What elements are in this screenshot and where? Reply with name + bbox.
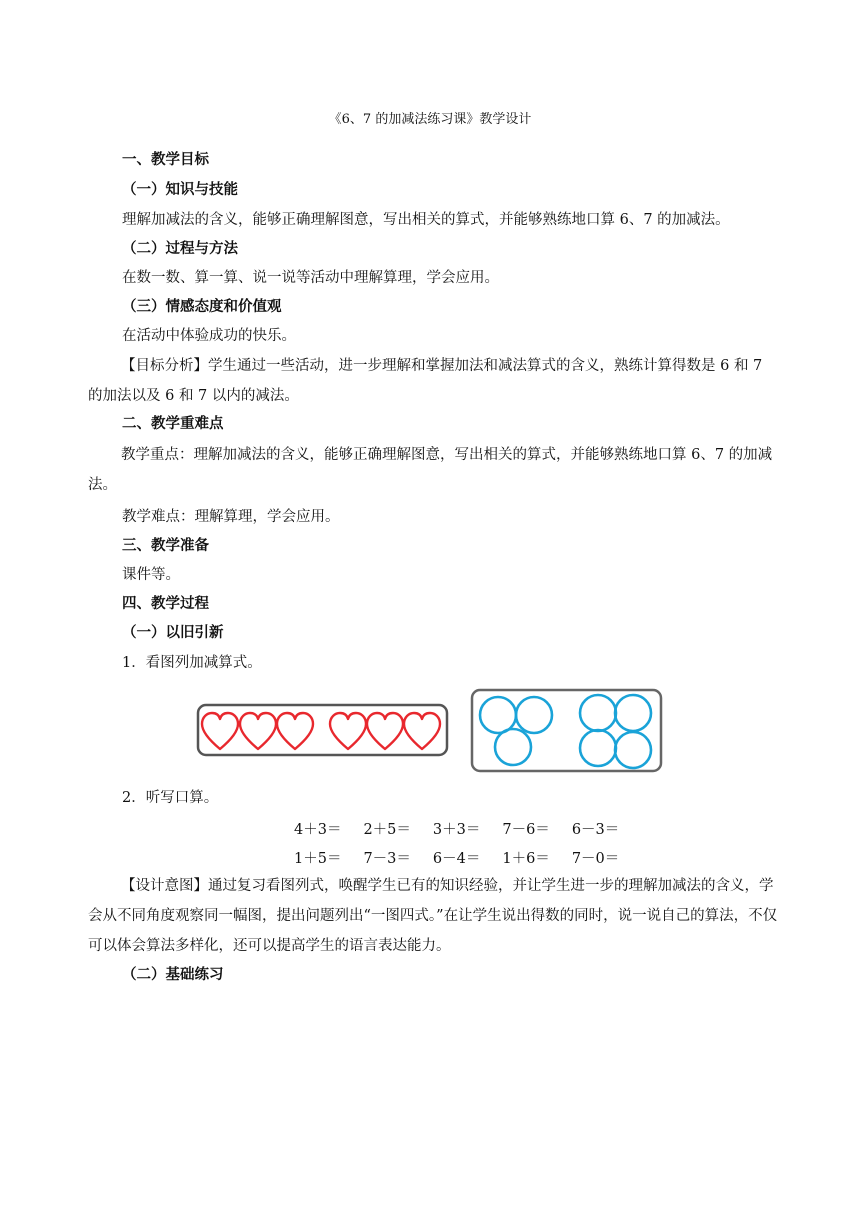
equation: 3＋3＝	[432, 822, 481, 838]
section-heading-preparation: 三、教学准备	[122, 538, 209, 554]
section-heading-process: 四、教学过程	[122, 596, 209, 612]
subheading-knowledge-skills: （一）知识与技能	[122, 182, 238, 198]
equation: 1＋5＝	[294, 851, 342, 867]
equation: 6－4＝	[432, 851, 481, 867]
review-item-2: 2．听写口算。	[122, 790, 219, 806]
section-heading-key-points: 二、教学重难点	[122, 416, 224, 432]
design-intent-paragraph	[88, 871, 778, 961]
preparation-text: 课件等。	[122, 567, 180, 583]
key-point-paragraph: 教学重点：理解加减法的含义，能够正确理解图意，写出相关的算式，并能够熟练地口算 6、7 的加减法。	[88, 447, 773, 493]
document-title: 《6、7 的加减法练习课》教学设计	[328, 112, 532, 127]
design-intent-tag: 【设计意图】	[121, 878, 208, 894]
equation: 7－0＝	[571, 851, 620, 867]
objective-analysis-text: 学生通过一些活动，进一步理解和掌握加法和减法算式的含义，熟练计算得数是 6 和 7 的加法以及 6 和 7 以内的减法。	[88, 358, 763, 404]
equation: 7－3＝	[363, 851, 411, 867]
section-heading-objectives: 一、教学目标	[122, 152, 209, 168]
equation-row-1	[294, 818, 641, 839]
objective-analysis-paragraph	[88, 351, 778, 411]
review-item-1: 1．看图列加减算式。	[122, 655, 262, 671]
equation: 6－3＝	[571, 822, 620, 838]
subheading-review: （一）以旧引新	[122, 625, 224, 641]
objective-analysis-tag: 【目标分析】	[121, 358, 208, 374]
attitude-values-text: 在活动中体验成功的快乐。	[122, 328, 296, 344]
hearts-figure	[196, 703, 450, 757]
equation-row-2	[294, 847, 641, 868]
subheading-process-method: （二）过程与方法	[122, 241, 238, 257]
subheading-basic-practice: （二）基础练习	[122, 967, 224, 983]
circles-figure	[470, 688, 664, 774]
equation: 2＋5＝	[363, 822, 411, 838]
difficult-point-text: 教学难点：理解算理，学会应用。	[122, 509, 340, 525]
subheading-attitude-values: （三）情感态度和价值观	[122, 299, 282, 315]
knowledge-skills-text: 理解加减法的含义，能够正确理解图意，写出相关的算式，并能够熟练地口算 6、7 的加减法。	[122, 212, 730, 228]
equation: 4＋3＝	[294, 822, 342, 838]
equation: 1＋6＝	[502, 851, 550, 867]
equation: 7－6＝	[502, 822, 550, 838]
process-method-text: 在数一数、算一算、说一说等活动中理解算理，学会应用。	[122, 270, 499, 286]
design-intent-text: 通过复习看图列式，唤醒学生已有的知识经验，并让学生进一步的理解加减法的含义，学会从不同角度观察同一幅图，提出问题列出“一图四式。”在让学生说出得数的同时，说一说自己的算法，不仅可以体会算法多样化，还可以提高学生的语言表达能力。	[88, 878, 778, 954]
